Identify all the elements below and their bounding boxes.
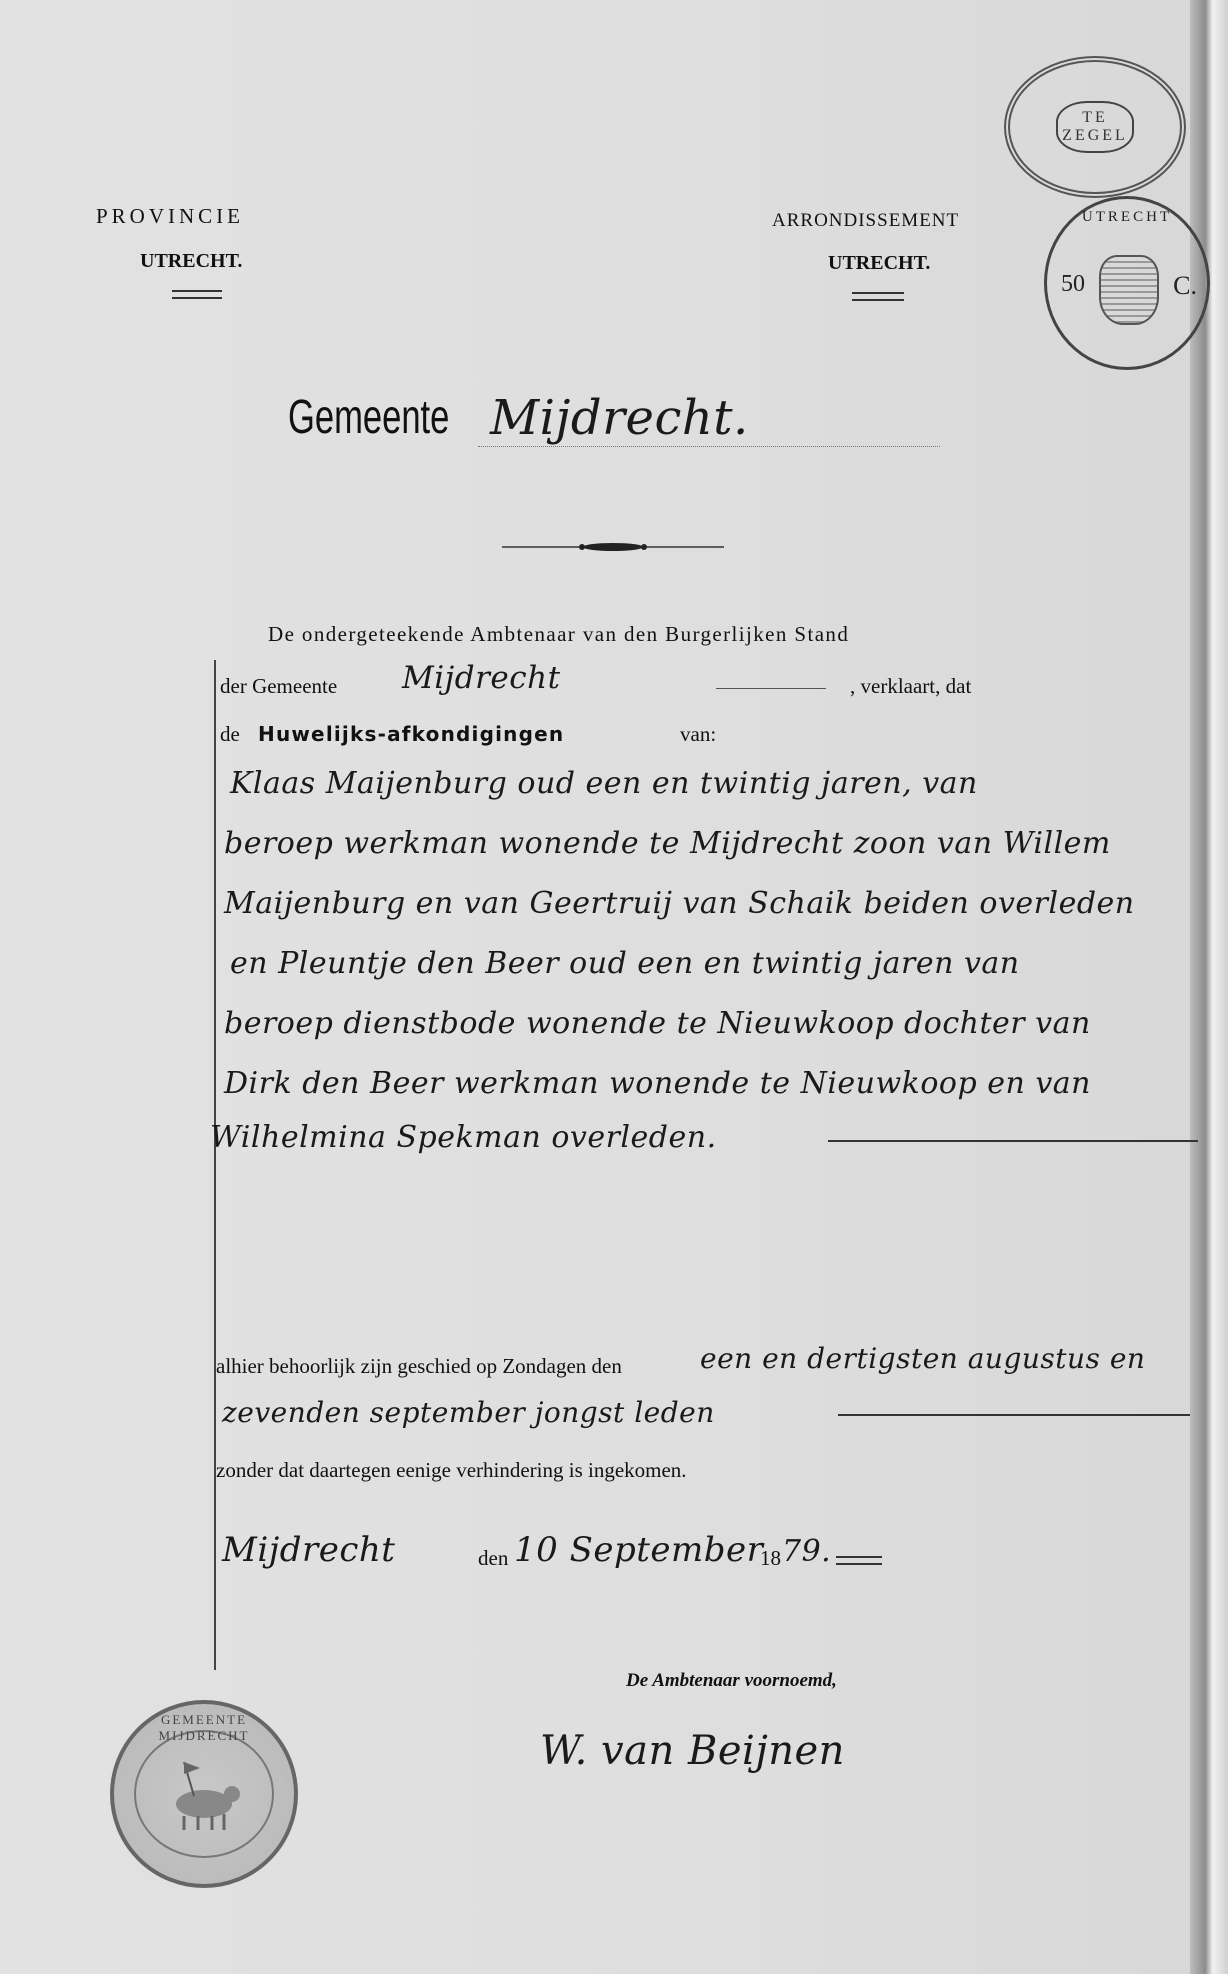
date-den: den <box>478 1546 509 1570</box>
revenue-stamp-right-text: C. <box>1173 271 1197 300</box>
alhier-line-hand: een en dertigsten augustus en <box>700 1342 1146 1375</box>
margin-rule <box>214 660 216 1670</box>
tax-stamp-text: TE ZEGEL <box>1056 101 1134 153</box>
signature-label: De Ambtenaar voornoemd, <box>626 1670 837 1691</box>
body-line3-bold: Huwelijks-afkondigingen <box>258 722 565 746</box>
signature-handwritten: W. van Beijnen <box>540 1728 845 1774</box>
body-line2-filler <box>716 688 826 689</box>
revenue-stamp-top-text: UTRECHT <box>1081 209 1173 225</box>
revenue-stamp <box>1044 196 1210 370</box>
title-printed: Gemeente <box>288 391 450 444</box>
body-line2-hand: Mijdrecht <box>402 660 561 696</box>
lamb-icon <box>154 1756 254 1836</box>
coat-of-arms-icon <box>1099 255 1159 325</box>
arrondissement-value: UTRECHT. <box>828 252 931 274</box>
hand-line-2: beroep werkman wonende te Mijdrecht zoon van Willem <box>224 826 1111 861</box>
hand-line-6: Dirk den Beer werkman wonende te Nieuwkoop en van <box>224 1066 1091 1101</box>
date-day-hand: 10 September <box>514 1530 764 1570</box>
province-value: UTRECHT. <box>140 250 243 272</box>
hand-line-7: Wilhelmina Spekman overleden. <box>210 1120 717 1155</box>
date-year-hand: 79. <box>782 1534 832 1569</box>
municipal-seal-text: GEMEENTE MIJDRECHT <box>158 1712 250 1743</box>
province-divider <box>172 290 222 299</box>
title-underline <box>478 446 940 447</box>
body-line3-pre: de <box>220 722 240 746</box>
arrondissement-divider <box>852 292 904 301</box>
body-line2-pre: der Gemeente <box>220 674 338 698</box>
arrondissement-label: ARRONDISSEMENT <box>772 210 960 231</box>
body-line1: De ondergeteekende Ambtenaar van den Burgerlijken Stand <box>268 622 850 646</box>
title-handwritten: Mijdrecht. <box>490 390 749 446</box>
body-line2-post: , verklaart, dat <box>850 674 972 698</box>
hand-line-4: en Pleuntje den Beer oud een en twintig jaren van <box>230 946 1020 981</box>
ornament-divider-svg <box>502 541 724 553</box>
body-line3-post: van: <box>680 722 717 746</box>
zonder-line: zonder dat daartegen eenige verhindering is ingekomen. <box>216 1458 687 1482</box>
municipal-seal <box>110 1700 298 1888</box>
tax-stamp <box>1004 56 1186 198</box>
date-filler <box>836 1556 882 1565</box>
alhier-line-pre: alhier behoorlijk zijn geschied op Zondagen den <box>216 1354 622 1378</box>
hand-line-3: Maijenburg en van Geertruij van Schaik beiden overleden <box>224 886 1135 921</box>
revenue-stamp-left-text: 50 <box>1061 271 1085 297</box>
province-label: PROVINCIE <box>96 204 245 228</box>
date-place-hand: Mijdrecht <box>222 1530 396 1570</box>
alhier-line-hand2: zevenden september jongst leden <box>222 1396 715 1429</box>
hand-line-7-filler <box>828 1140 1198 1142</box>
hand-line-5: beroep dienstbode wonende te Nieuwkoop dochter van <box>224 1006 1091 1041</box>
date-year-pre: 18 <box>760 1546 781 1570</box>
hand-line-1: Klaas Maijenburg oud een en twintig jaren, van <box>230 766 978 801</box>
ornament-divider <box>502 540 724 552</box>
alhier-filler <box>838 1414 1190 1416</box>
